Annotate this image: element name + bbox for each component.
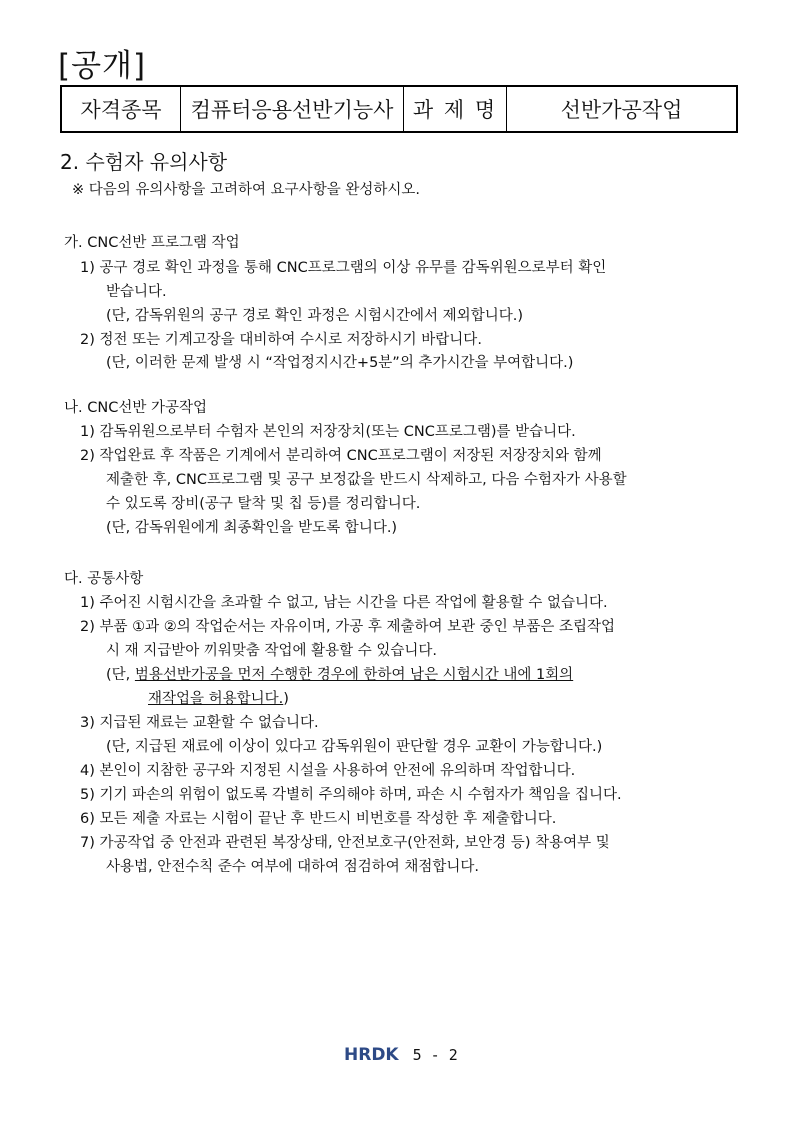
da-line-1: 1) 주어진 시험시간을 초과할 수 없고, 남는 시간을 다른 작업에 활용할 수 없습니다. [80, 595, 608, 611]
da-line-5 [148, 687, 289, 708]
da-line-12: 사용법, 안전수칙 준수 여부에 대하여 점검하여 채점합니다. [106, 859, 480, 875]
da-line-4-underlined: 범용선반가공을 먼저 수행한 경우에 한하여 남은 시험시간 내에 1회의 [134, 667, 574, 683]
public-badge: [공개] [58, 48, 147, 84]
da-line-3: 시 재 지급받아 끼워맞춤 작업에 활용할 수 있습니다. [106, 643, 438, 659]
na-line-1: 1) 감독위원으로부터 수험자 본인의 저장장치(또는 CNC프로그램)를 받습니다. [80, 424, 576, 440]
da-line-5-underlined: 재작업을 허용합니다. [148, 691, 284, 707]
da-line-4 [106, 663, 573, 684]
da-line-2: 2) 부품 ①과 ②의 작업순서는 자유이며, 가공 후 제출하여 보관 중인 부품은 조립작업 [80, 619, 616, 635]
da-line-9: 5) 기기 파손의 위험이 없도록 각별히 주의해야 하며, 파손 시 수험자가 책임을 집니다. [80, 787, 622, 803]
ga-heading: 가. CNC선반 프로그램 작업 [64, 235, 240, 251]
ga-line-1: 1) 공구 경로 확인 과정을 통해 CNC프로그램의 이상 유무를 감독위원으로부터 확인 [80, 260, 607, 276]
ga-line-3: (단, 감독위원의 공구 경로 확인 과정은 시험시간에서 제외합니다.) [106, 308, 523, 324]
ga-line-4: 2) 정전 또는 기계고장을 대비하여 수시로 저장하시기 바랍니다. [80, 332, 482, 348]
da-line-8: 4) 본인이 지참한 공구와 지정된 시설을 사용하여 안전에 유의하며 작업합니다. [80, 763, 576, 779]
section-title: 2. 수험자 유의사항 [60, 150, 228, 174]
na-line-4: 수 있도록 장비(공구 탈착 및 칩 등)를 정리합니다. [106, 496, 421, 512]
na-line-2: 2) 작업완료 후 작품은 기계에서 분리하여 CNC프로그램이 저장된 저장장치와 함께 [80, 448, 602, 464]
qualification-label: 자격종목 [61, 86, 181, 132]
da-line-5-suffix: ) [283, 691, 289, 707]
da-heading: 다. 공통사항 [64, 571, 144, 587]
da-line-6: 3) 지급된 재료는 교환할 수 없습니다. [80, 715, 319, 731]
na-heading: 나. CNC선반 가공작업 [64, 400, 207, 416]
exam-info-table [60, 85, 738, 133]
page-number: 5 - 2 [412, 1046, 458, 1064]
task-name-label: 과 제 명 [404, 86, 507, 132]
da-line-11: 7) 가공작업 중 안전과 관련된 복장상태, 안전보호구(안전화, 보안경 등) 착용여부 및 [80, 835, 610, 851]
na-line-5: (단, 감독위원에게 최종확인을 받도록 합니다.) [106, 520, 398, 536]
section-intro: ※ 다음의 유의사항을 고려하여 요구사항을 완성하시오. [72, 182, 420, 198]
qualification-value: 컴퓨터응용선반기능사 [181, 86, 404, 132]
na-line-3: 제출한 후, CNC프로그램 및 공구 보정값을 반드시 삭제하고, 다음 수험자가 사용할 [106, 472, 627, 488]
hrdk-logo: HRDK [344, 1045, 399, 1065]
da-line-4-prefix: (단, [106, 667, 135, 683]
da-line-10: 6) 모든 제출 자료는 시험이 끝난 후 반드시 비번호를 작성한 후 제출합니다. [80, 811, 557, 827]
page-footer [344, 1045, 458, 1065]
task-name-value: 선반가공작업 [507, 86, 738, 132]
ga-line-2: 받습니다. [106, 284, 167, 300]
da-line-7: (단, 지급된 재료에 이상이 있다고 감독위원이 판단할 경우 교환이 가능합니다.) [106, 739, 603, 755]
ga-line-5: (단, 이러한 문제 발생 시 “작업정지시간+5분”의 추가시간을 부여합니다.) [106, 355, 574, 371]
